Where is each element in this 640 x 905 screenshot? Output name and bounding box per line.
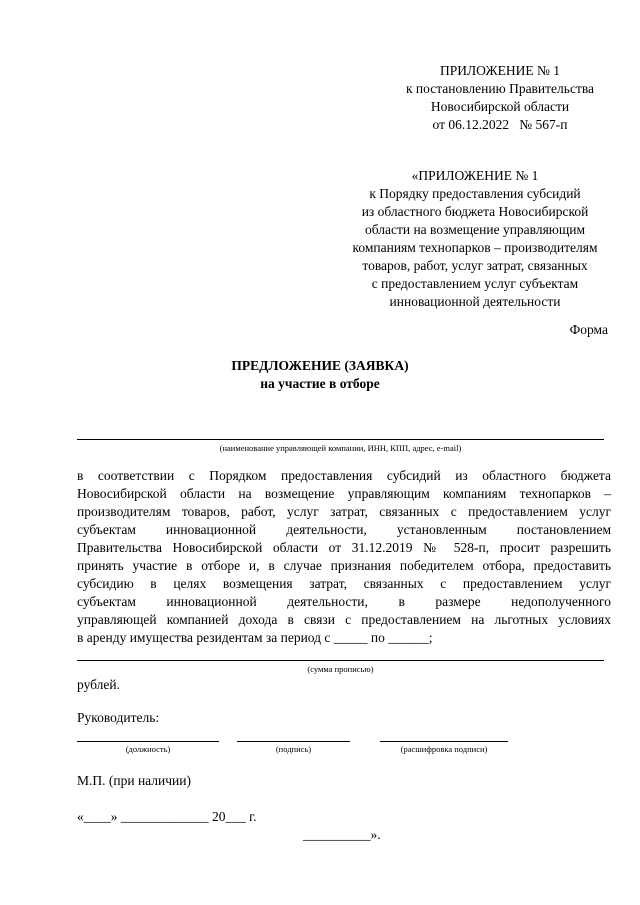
procedure-appendix-line: области на возмещение управляющим <box>364 222 586 237</box>
appendix-line: к постановлению Правительства <box>405 81 595 96</box>
procedure-appendix-line: компаниям технопарков – производителям <box>352 240 598 255</box>
body-paragraph <box>77 467 611 647</box>
procedure-appendix-line: товаров, работ, услуг затрат, связанных <box>362 258 588 273</box>
heading-title: ПРЕДЛОЖЕНИЕ (ЗАЯВКА) <box>231 358 409 373</box>
document-heading <box>140 357 500 393</box>
closing-mark: __________». <box>303 827 381 842</box>
appendix-line: Новосибирской области <box>430 99 570 114</box>
body-line: принять участие в отборе и, в случае признания победителем отбора, предоставить <box>77 558 611 573</box>
rubles-label: рублей. <box>77 677 121 692</box>
procedure-appendix-title: «ПРИЛОЖЕНИЕ № 1 <box>411 168 539 183</box>
body-line: субъектам инновационной деятельности, в размере недополученного <box>77 594 611 609</box>
appendix-title: ПРИЛОЖЕНИЕ № 1 <box>439 63 561 78</box>
company-name-line <box>77 439 604 440</box>
appendix-header <box>380 62 620 134</box>
signature-caption: (подпись) <box>275 744 312 754</box>
position-line <box>77 741 219 742</box>
body-line: в аренду имущества резидентам за период с _____ по ______; <box>77 630 433 645</box>
body-line: Новосибирской области на возмещение управляющим компаниям технопарков – <box>77 486 611 501</box>
procedure-appendix-line: с предоставлением услуг субъектам <box>371 276 579 291</box>
decoding-line <box>380 741 508 742</box>
procedure-appendix-line: инновационной деятельности <box>389 294 561 309</box>
position-caption: (должность) <box>125 744 171 754</box>
heading-subtitle: на участие в отборе <box>260 376 380 391</box>
company-caption: (наименование управляющей компании, ИНН, КПП, адрес, e-mail) <box>219 443 462 453</box>
form-label: Форма <box>569 322 608 337</box>
amount-caption: (сумма прописью) <box>307 664 374 674</box>
amount-line <box>77 660 604 661</box>
body-line: Правительства Новосибирской области от 31.12.2019 № 528-п, просит разрешить <box>77 540 611 555</box>
decoding-caption: (расшифровка подписи) <box>400 744 488 754</box>
procedure-appendix-line: к Порядку предоставления субсидий <box>369 186 581 201</box>
date-line: «____» _____________ 20___ г. <box>77 809 257 824</box>
appendix-date-number: от 06.12.2022 № 567-п <box>432 117 568 132</box>
body-line: производителям товаров, работ, услуг затрат, связанных с предоставлением услуг <box>77 504 611 519</box>
body-line: управляющей компанией дохода в связи с предоставлением на льготных условиях <box>77 612 611 627</box>
head-label: Руководитель: <box>77 710 160 725</box>
body-line: субъектам инновационной деятельности, установленным постановлением <box>77 522 611 537</box>
body-line: субсидию в целях возмещения затрат, связанных с предоставлением услуг <box>77 576 611 591</box>
body-line: в соответствии с Порядком предоставления субсидий из областного бюджета <box>77 468 611 483</box>
procedure-appendix-header <box>330 167 620 311</box>
stamp-label: М.П. (при наличии) <box>77 773 191 788</box>
signature-line <box>237 741 350 742</box>
procedure-appendix-line: из областного бюджета Новосибирской <box>361 204 589 219</box>
